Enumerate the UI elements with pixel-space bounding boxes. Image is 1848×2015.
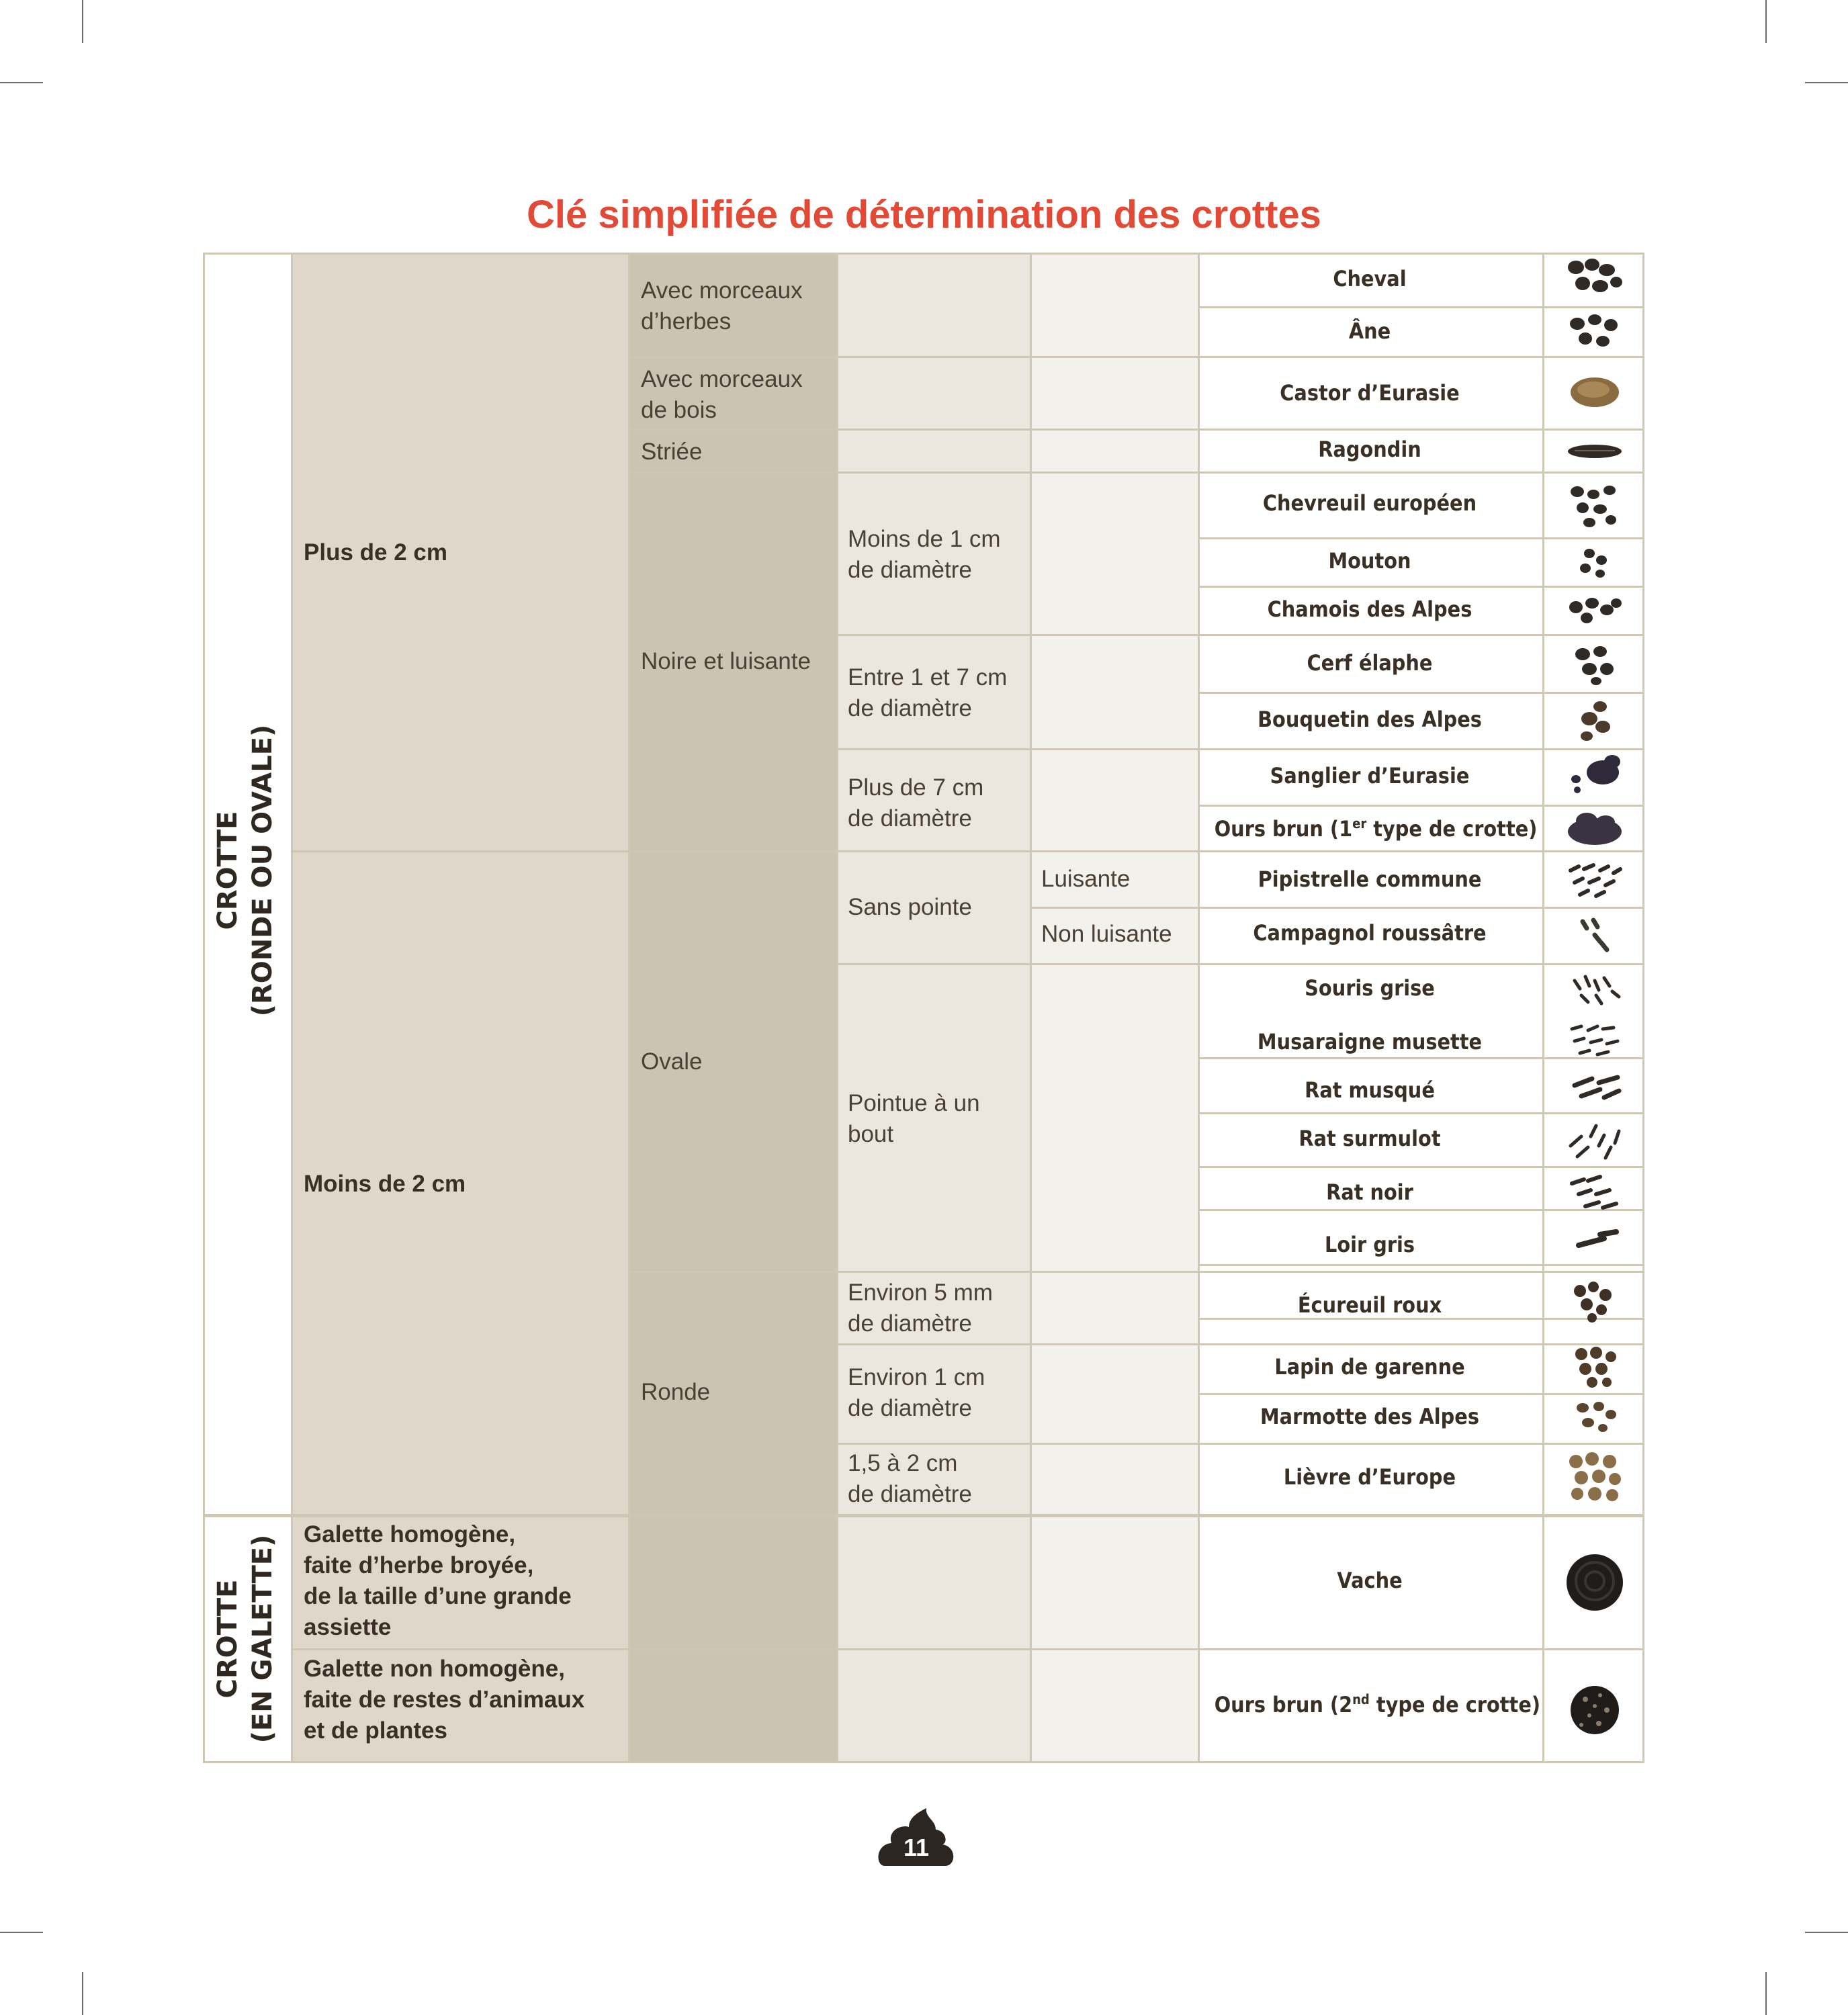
round-pellets-icon	[1546, 1276, 1643, 1327]
row-divider	[628, 429, 1644, 431]
crop-mark	[82, 1972, 83, 2015]
row-divider	[1198, 537, 1644, 539]
pellets-icon	[1546, 590, 1643, 630]
dropping-icon	[1546, 805, 1643, 852]
size-over-2cm: Plus de 2 cm	[304, 539, 447, 566]
cow-pat-icon	[1546, 1542, 1643, 1621]
shine-not-shiny: Non luisante	[1041, 921, 1172, 947]
row-divider	[1198, 1264, 1644, 1266]
species-ours-1-sup: er	[1352, 815, 1367, 832]
row-divider	[836, 963, 1644, 965]
crop-mark	[82, 0, 83, 43]
pellets-icon	[1546, 481, 1643, 532]
row-divider	[836, 1343, 1644, 1345]
species-bouquetin: Bouquetin des Alpes	[1258, 707, 1482, 732]
round-pellets-icon	[1546, 1394, 1643, 1439]
texture-wood: Avec morceaux de bois	[641, 366, 803, 423]
pellets-icon	[1546, 255, 1643, 304]
round-pellets-icon	[1546, 1342, 1643, 1392]
species-chamois: Chamois des Alpes	[1267, 596, 1472, 622]
small-droppings-icon	[1546, 911, 1643, 958]
determination-key-table	[203, 253, 1644, 1763]
group-label-flat: CROTTE (EN GALETTE)	[212, 1534, 278, 1744]
row-divider	[1198, 692, 1644, 694]
row-divider	[836, 1443, 1644, 1445]
column-divider	[1030, 253, 1032, 1763]
species-ours-2-after: type de crotte)	[1369, 1692, 1541, 1717]
group-label-round: CROTTE (RONDE OU OVALE)	[212, 724, 278, 1017]
diameter-1cm: Environ 1 cm de diamètre	[848, 1364, 985, 1421]
row-divider	[291, 1648, 1644, 1650]
species-chevreuil: Chevreuil européen	[1262, 490, 1477, 516]
column-divider	[628, 253, 630, 1763]
page-number: 11	[903, 1834, 930, 1861]
pellets-icon	[1546, 695, 1643, 746]
row-divider	[628, 1271, 1644, 1273]
column-divider	[1542, 253, 1544, 1763]
diameter-pointed: Pointue à un bout	[848, 1090, 980, 1147]
column-divider	[836, 253, 838, 1763]
species-mouton: Mouton	[1328, 548, 1411, 574]
species-lievre: Lièvre d’Europe	[1283, 1464, 1456, 1490]
shine-shiny: Luisante	[1041, 866, 1131, 892]
diameter-lt1: Moins de 1 cm de diamètre	[848, 526, 1001, 583]
row-divider	[628, 356, 1644, 358]
small-droppings-icon	[1546, 857, 1643, 904]
wood-pellet-icon	[1546, 368, 1643, 415]
small-droppings-icon	[1546, 1222, 1643, 1259]
texture-striated: Striée	[641, 439, 703, 465]
crop-mark	[1805, 82, 1848, 83]
crop-mark	[1765, 0, 1767, 43]
pellets-icon	[1546, 310, 1643, 353]
small-droppings-icon	[1546, 1116, 1643, 1167]
diameter-1-5-to-2cm: 1,5 à 2 cm de diamètre	[848, 1450, 972, 1507]
species-rat-musque: Rat musqué	[1305, 1077, 1435, 1103]
row-divider	[1198, 1112, 1644, 1114]
species-ours-1-after: type de crotte)	[1366, 816, 1538, 842]
diameter-gt7: Plus de 7 cm de diamètre	[848, 774, 984, 832]
size-galette-non-homogene: Galette non homogène, faite de restes d’animaux et de plantes	[304, 1656, 585, 1744]
texture-grass: Avec morceaux d’herbes	[641, 277, 803, 334]
dropping-icon	[1546, 750, 1643, 802]
species-campagnol: Campagnol roussâtre	[1253, 920, 1487, 946]
species-ours-2	[1214, 1691, 1541, 1717]
crop-mark	[1765, 1972, 1767, 2015]
crop-mark	[0, 82, 43, 83]
species-ecureuil: Écureuil roux	[1297, 1292, 1442, 1318]
round-pellets-icon	[1546, 1447, 1643, 1509]
species-loir: Loir gris	[1324, 1232, 1415, 1257]
species-pipistrelle: Pipistrelle commune	[1258, 866, 1482, 892]
section-divider	[203, 1514, 1644, 1517]
pellets-icon	[1546, 541, 1643, 582]
diameter-1to7: Entre 1 et 7 cm de diamètre	[848, 664, 1008, 721]
species-ours-1	[1214, 815, 1538, 842]
crop-mark	[1805, 1932, 1848, 1933]
small-droppings-icon	[1546, 966, 1643, 1013]
species-castor: Castor d’Eurasie	[1280, 380, 1460, 406]
species-souris: Souris grise	[1305, 975, 1435, 1001]
species-ragondin: Ragondin	[1318, 437, 1421, 462]
crop-mark	[0, 1932, 43, 1933]
pellets-icon	[1546, 641, 1643, 688]
row-divider	[836, 748, 1644, 750]
species-ane: Âne	[1348, 318, 1391, 344]
species-rat-noir: Rat noir	[1326, 1179, 1413, 1205]
species-cerf: Cerf élaphe	[1307, 650, 1433, 676]
species-ours-1-name: Ours brun (1	[1214, 816, 1353, 842]
striated-pellet-icon	[1546, 433, 1643, 469]
species-lapin: Lapin de garenne	[1274, 1354, 1465, 1380]
row-divider	[1030, 907, 1644, 909]
diameter-no-point: Sans pointe	[848, 894, 972, 920]
row-divider	[1198, 586, 1644, 588]
row-divider	[291, 850, 1644, 852]
size-galette-homogene: Galette homogène, faite d’herbe broyée, de la taille d’une grande assiette	[304, 1521, 572, 1640]
species-musaraigne: Musaraigne musette	[1257, 1029, 1483, 1055]
species-vache: Vache	[1337, 1568, 1403, 1593]
row-divider	[628, 472, 1644, 474]
species-rat-surmulot: Rat surmulot	[1299, 1126, 1441, 1151]
row-divider	[1198, 306, 1644, 308]
diameter-5mm: Environ 5 mm de diamètre	[848, 1280, 993, 1337]
small-droppings-icon	[1546, 1167, 1643, 1218]
species-ours-2-sup: nd	[1352, 1691, 1370, 1707]
column-divider	[1198, 253, 1200, 1763]
size-under-2cm: Moins de 2 cm	[304, 1171, 466, 1197]
small-droppings-icon	[1546, 1071, 1643, 1107]
texture-black-shiny: Noire et luisante	[641, 648, 811, 674]
column-divider	[291, 253, 293, 1763]
row-divider	[836, 634, 1644, 636]
mixed-dropping-icon	[1546, 1675, 1643, 1745]
species-sanglier: Sanglier d’Eurasie	[1270, 763, 1470, 789]
page-title: Clé simplifiée de détermination des crottes	[527, 193, 1321, 236]
species-ours-2-name: Ours brun (2	[1214, 1692, 1353, 1717]
texture-oval: Ovale	[641, 1048, 703, 1075]
species-cheval: Cheval	[1333, 266, 1407, 292]
species-marmotte: Marmotte des Alpes	[1260, 1404, 1479, 1429]
texture-round: Ronde	[641, 1379, 711, 1405]
small-droppings-icon	[1546, 1017, 1643, 1064]
